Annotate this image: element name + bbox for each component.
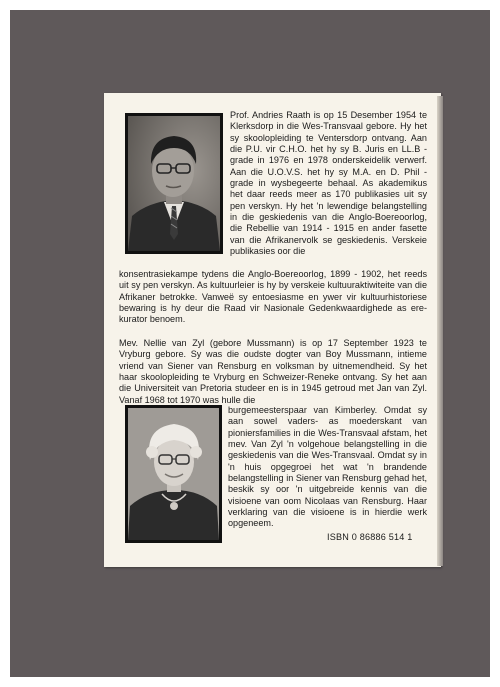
author-photo-raath bbox=[125, 113, 223, 254]
author-photo-van-zyl bbox=[125, 405, 222, 543]
cover-edge-shadow bbox=[437, 96, 443, 566]
woman-portrait-image bbox=[128, 408, 219, 540]
isbn-number: ISBN 0 86886 514 1 bbox=[327, 532, 413, 542]
bio-van-zyl-text-top: Mev. Nellie van Zyl (gebore Mussmann) is op 17 September 1923 te Vryburg gebore. Sy was die oudste dogter van Boy Mussmann, intieme vriend van Siener van Rensburg en volksman by uitnemendheid. Sy het haar skoolopleiding te Vryburg en Schweizer-Reneke ontvang. Sy het aan die Universiteit van Pretoria studeer en is in 1945 getroud met Jan van Zyl. Vanaf 1968 tot 1970 was hulle die bbox=[119, 338, 427, 405]
man-portrait-image bbox=[128, 116, 220, 251]
bio-raath-text-top: Prof. Andries Raath is op 15 Desember 1954 te Klerksdorp in die Wes-Transvaal gebore. Hy het sy skoolopleiding te Ventersdorp ontvang. Aan die P.U. vir C.H.O. het hy sy B. Juris en LL.B - grade in 1976 en 1978 onderskeidelik verwerf. Aan die U.O.V.S. het hy sy M.A. en D. Phil - grade in wysbegeerte behaal. As akademikus het daar reeds meer as 170 publikasies uit sy pen verskyn. Hy het 'n lewendige belangstelling in die geskiedenis van die Anglo-Boereoorlog, die Rebellie van 1914 - 1915 en ander fasette van die Afrikanervolk se geskiedenis. Verskeie publikasies oor die bbox=[230, 110, 427, 257]
bio-raath-text-bottom: konsentrasiekampe tydens die Anglo-Boereoorlog, 1899 - 1902, het reeds uit sy pen verskyn. As kultuurleier is hy by verskeie kultuuraktiwiteite van die Afrikaner betrokke. Vanweë sy entoesiasme en ywer vir kultuurhistoriese bewaring is hy deur die Raad vir Nasionale Gedenkwaardighede as ere-kurator benoem. bbox=[119, 269, 427, 325]
bio-van-zyl-text-side: burgemeesterspaar van Kimberley. Omdat sy aan sowel vaders- as moederskant van pioniersfamilies in die Wes-Transvaal afstam, het mev. Van Zyl 'n volgehoue belangstelling in die geskiedenis van die Wes-Transvaal. Omdat sy in 'n huis opgegroei het wat 'n brandende belangstelling in Siener van Rensburg gehad het, beskik sy oor 'n uitgebreide kennis van die visioene van oom Nicolaas van Rensburg. Haar verklaring van die visioene is in hierdie werk opgeneem. bbox=[228, 405, 427, 529]
